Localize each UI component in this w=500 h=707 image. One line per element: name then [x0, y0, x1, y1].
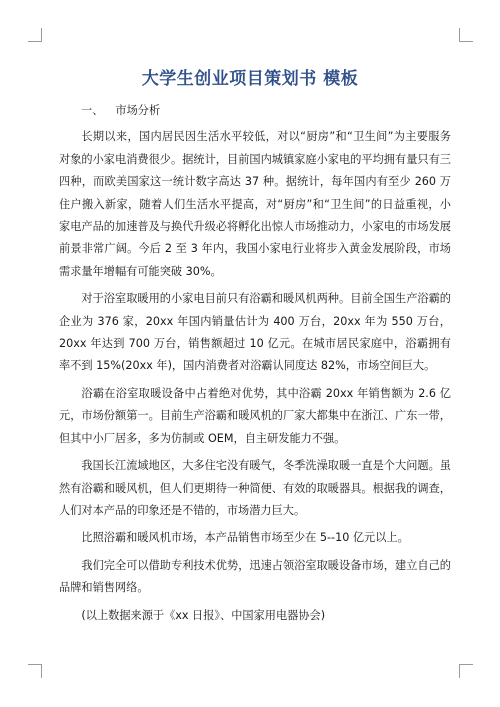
crop-mark-bottom-left-v [41, 664, 42, 678]
crop-mark-top-right-v [459, 28, 460, 42]
paragraph-market-size: 比照浴霸和暖风机市场，本产品销售市场至少在 5--10 亿元以上。 [81, 531, 409, 545]
crop-mark-top-left-h [28, 41, 42, 42]
paragraph-strategy: 我们完全可以借助专利技术优势，迅速占领浴室取暖设备市场，建立自己的品牌和销售网络。 [59, 558, 451, 595]
crop-mark-bottom-right-v [459, 664, 460, 678]
section-heading-text: 市场分析 [115, 104, 161, 117]
paragraph-market-share: 浴霸在浴室取暖设备中占着绝对优势，其中浴霸 20xx 年销售额为 2.6 亿元，市场份额第一。目前生产浴霸和暖风机的厂家大都集中在浙江、广东一带，但其中小厂居多，多为仿制或 OEM，自主研发能力不强。 [59, 386, 451, 445]
paragraph-bath-heater-stats: 对于浴室取暖用的小家电目前只有浴霸和暖风机两种。目前全国生产浴霸的企业为 376 家，20xx 年国内销量估计为 400 万台，20xx 年为 550 万台，20xx 年达到 700 万台，销售额超过 10 亿元。在城市居民家庭中，浴霸拥有率不到 15%(20xx 年)，国内消费者对浴霸认同度达 82%，市场空间巨大。 [59, 292, 451, 373]
crop-mark-top-right-h [459, 41, 473, 42]
crop-mark-bottom-right-h [459, 664, 473, 665]
crop-mark-top-left-v [41, 28, 42, 42]
paragraph-yangtze-demand: 我国长江流域地区，大多住宅没有暖气，冬季洗澡取暖一直是个大问题。虽然有浴霸和暖风机，但人们更期待一种简便、有效的取暖器具。根据我的调查，人们对本产品的印象还是不错的，市场潜力巨大。 [59, 459, 451, 517]
document-title: 大学生创业项目策划书 模板 [141, 69, 359, 89]
data-source-note: (以上数据来源于《xx 日报》、中国家用电器协会) [81, 608, 326, 622]
section-heading [81, 100, 451, 122]
section-number: 一、 [81, 104, 104, 117]
crop-mark-bottom-left-h [28, 664, 42, 665]
paragraph-market-overview: 长期以来，国内居民因生活水平较低，对以“厨房”和“卫生间”为主要服务对象的小家电消费很少。据统计，目前国内城镇家庭小家电的平均拥有量只有三四种，而欧美国家这一统计数字高达 37 种。据统计，每年国内有至少 260 万住户搬入新家，随着人们生活水平提高，对“厨房”和“卫生间”的日益重视，小家电产品的加速普及与换代升级必将孵化出惊人市场推动力，小家电的市场发展前景非常广阔。今后 2 至 3 年内，我国小家电行业将步入黄金发展阶段，市场需求量年增幅有可能突破 30%。 [59, 130, 451, 278]
document-body [59, 100, 451, 632]
